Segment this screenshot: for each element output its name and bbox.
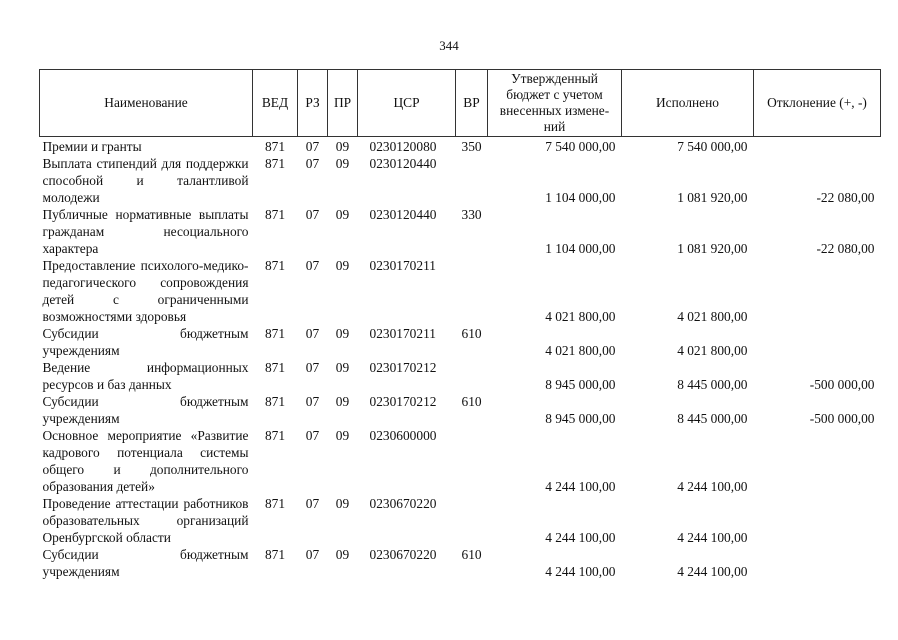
cell-ved: 871 [264, 394, 286, 409]
cell-deviation: -22 080,00 [816, 190, 875, 205]
header-deviation: Отклонение (+, -) [754, 70, 881, 137]
cell-csr: 0230120440 [369, 207, 437, 222]
cell-approved: 4 244 100,00 [545, 530, 616, 545]
cell-name: Проведение аттестации работников образовательных организаций Оренбургской области [42, 496, 249, 545]
header-approved: Утвержденный бюджет с учетом внесенных измене-ний [488, 70, 622, 137]
budget-execution-table [39, 69, 881, 580]
table-row [40, 325, 881, 359]
cell-vr: 350 [461, 139, 482, 154]
cell-deviation: -500 000,00 [809, 377, 875, 392]
cell-executed: 1 081 920,00 [677, 241, 748, 256]
cell-csr: 0230170211 [369, 326, 436, 341]
cell-approved: 4 021 800,00 [545, 343, 616, 358]
cell-ved: 871 [264, 156, 286, 171]
cell-name: Премии и гранты [42, 139, 142, 154]
cell-deviation [754, 137, 881, 156]
cell-deviation: -500 000,00 [809, 411, 875, 426]
cell-executed: 4 021 800,00 [677, 343, 748, 358]
cell-name: Выплата стипендий для поддержки способной и талантливой молодежи [42, 156, 249, 205]
cell-ved: 871 [264, 139, 286, 154]
cell-deviation [754, 257, 881, 325]
cell-approved: 8 945 000,00 [545, 377, 616, 392]
cell-approved: 1 104 000,00 [545, 190, 616, 205]
cell-executed: 4 021 800,00 [677, 309, 748, 324]
table-row [40, 546, 881, 580]
header-pr: ПР [328, 70, 358, 137]
table-row [40, 427, 881, 495]
cell-approved: 1 104 000,00 [545, 241, 616, 256]
cell-rz: 07 [305, 156, 320, 171]
cell-rz: 07 [305, 326, 320, 341]
cell-approved: 4 244 100,00 [545, 564, 616, 579]
cell-pr: 09 [335, 139, 350, 154]
table-row [40, 257, 881, 325]
cell-approved: 4 021 800,00 [545, 309, 616, 324]
cell-pr: 09 [335, 394, 350, 409]
cell-name: Субсидии бюджетным учреждениям [42, 326, 249, 358]
cell-executed: 4 244 100,00 [677, 479, 748, 494]
cell-executed: 7 540 000,00 [677, 139, 748, 154]
cell-vr [456, 257, 488, 325]
cell-ved: 871 [264, 258, 286, 273]
table-row [40, 206, 881, 257]
cell-vr [456, 359, 488, 393]
header-csr: ЦСР [358, 70, 456, 137]
header-row [40, 70, 881, 137]
cell-pr: 09 [335, 496, 350, 511]
cell-rz: 07 [305, 394, 320, 409]
table-body [40, 137, 881, 581]
cell-pr: 09 [335, 547, 350, 562]
cell-csr: 0230600000 [369, 428, 437, 443]
cell-ved: 871 [264, 360, 286, 375]
cell-pr: 09 [335, 428, 350, 443]
cell-name: Ведение информационных ресурсов и баз данных [42, 360, 249, 392]
cell-executed: 4 244 100,00 [677, 564, 748, 579]
cell-deviation [754, 495, 881, 546]
cell-deviation: -22 080,00 [816, 241, 875, 256]
cell-vr: 610 [461, 394, 482, 409]
cell-deviation [754, 325, 881, 359]
table-row [40, 393, 881, 427]
cell-name: Субсидии бюджетным учреждениям [42, 394, 249, 426]
table-header [40, 70, 881, 137]
cell-rz: 07 [305, 428, 320, 443]
cell-pr: 09 [335, 156, 350, 171]
header-vr: ВР [456, 70, 488, 137]
cell-approved: 8 945 000,00 [545, 411, 616, 426]
cell-rz: 07 [305, 547, 320, 562]
cell-name: Предоставление психолого-медико-педагогического сопровождения детей с ограниченными возможностями здоровья [42, 258, 249, 324]
table-row [40, 155, 881, 206]
cell-ved: 871 [264, 496, 286, 511]
cell-approved: 7 540 000,00 [545, 139, 616, 154]
cell-rz: 07 [305, 258, 320, 273]
header-rz: РЗ [298, 70, 328, 137]
cell-csr: 0230120440 [369, 156, 437, 171]
cell-pr: 09 [335, 326, 350, 341]
cell-vr [456, 495, 488, 546]
cell-deviation [754, 546, 881, 580]
cell-executed: 4 244 100,00 [677, 530, 748, 545]
cell-ved: 871 [264, 326, 286, 341]
cell-csr: 0230670220 [369, 496, 437, 511]
cell-rz: 07 [305, 139, 320, 154]
cell-executed: 8 445 000,00 [677, 411, 748, 426]
table-row [40, 359, 881, 393]
cell-ved: 871 [264, 428, 286, 443]
cell-csr: 0230120080 [369, 139, 437, 154]
cell-vr [456, 155, 488, 206]
header-ved: ВЕД [253, 70, 298, 137]
cell-ved: 871 [264, 207, 286, 222]
page-number: 344 [439, 38, 459, 53]
cell-pr: 09 [335, 207, 350, 222]
header-name: Наименование [40, 70, 253, 137]
table-row [40, 495, 881, 546]
cell-pr: 09 [335, 258, 350, 273]
cell-deviation [754, 427, 881, 495]
cell-approved: 4 244 100,00 [545, 479, 616, 494]
cell-csr: 0230170212 [369, 360, 437, 375]
cell-name: Основное мероприятие «Развитие кадрового потенциала системы общего и дополнительного образования детей» [42, 428, 249, 494]
cell-vr: 610 [461, 326, 482, 341]
cell-rz: 07 [305, 496, 320, 511]
cell-rz: 07 [305, 360, 320, 375]
header-executed: Исполнено [622, 70, 754, 137]
cell-pr: 09 [335, 360, 350, 375]
cell-vr: 330 [461, 207, 482, 222]
cell-ved: 871 [264, 547, 286, 562]
cell-name: Публичные нормативные выплаты гражданам несоциального характера [42, 207, 249, 256]
cell-csr: 0230670220 [369, 547, 437, 562]
cell-executed: 1 081 920,00 [677, 190, 748, 205]
table-row [40, 137, 881, 156]
cell-csr: 0230170212 [369, 394, 437, 409]
cell-vr [456, 427, 488, 495]
cell-executed: 8 445 000,00 [677, 377, 748, 392]
cell-csr: 0230170211 [369, 258, 436, 273]
cell-vr: 610 [461, 547, 482, 562]
cell-rz: 07 [305, 207, 320, 222]
cell-name: Субсидии бюджетным учреждениям [42, 547, 249, 579]
